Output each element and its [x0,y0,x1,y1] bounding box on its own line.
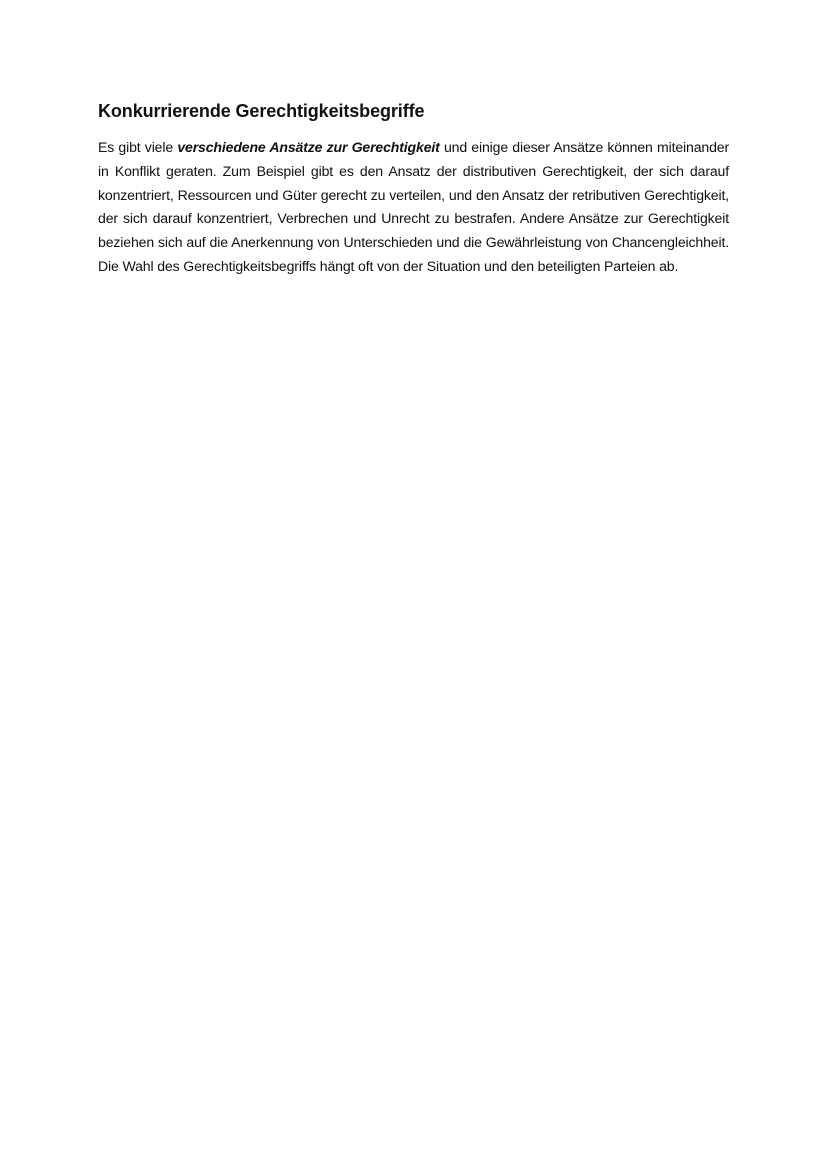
emphasized-phrase: verschiedene Ansätze zur Gerechtigkeit [177,139,440,155]
paragraph-text-rest: und einige dieser Ansätze können miteinander in Konflikt geraten. Zum Beispiel gibt es den Ansatz der distributiven Gerechtigkeit, der sich darauf konzentriert, Ressourcen und Güter gerecht zu verteilen, und den Ansatz der retributiven Gerechtigkeit, der sich darauf konzentriert, Verbrechen und Unrecht zu bestrafen. Andere Ansätze zur Gerechtigkeit beziehen sich auf die Anerkennung von Unterschieden und die Gewährleistung von Chancengleichheit. Die Wahl des Gerechtigkeitsbegriffs hängt oft von der Situation und den beteiligten Parteien ab. [98,139,729,274]
body-paragraph [98,136,729,279]
paragraph-text-start: Es gibt viele [98,139,178,155]
section-heading: Konkurrierende Gerechtigkeitsbegriffe [98,101,425,121]
document-content [98,99,729,279]
